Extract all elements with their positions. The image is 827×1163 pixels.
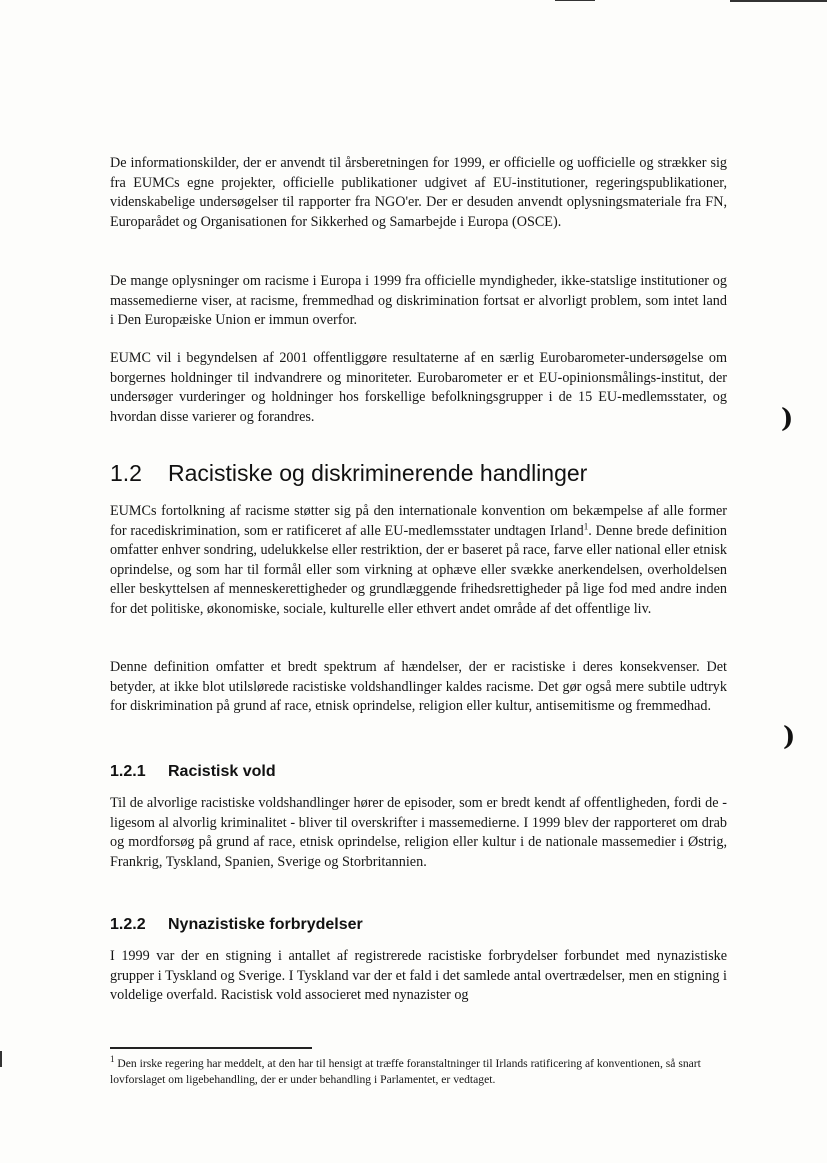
subsection-heading: [110, 914, 363, 936]
subsection-title: Nynazistiske forbrydelser: [168, 916, 363, 933]
subsection-heading: [110, 761, 276, 783]
intro-paragraph: De informationskilder, der er anvendt til årsberetningen for 1999, er officielle og uofficielle og strækker sig fra EUMCs egne projekter, officielle publikationer udgivet af EU-institutioner, regeringspublikationer, videnskabelige undersøgelser til rapporter fra NGO'er. Der er desuden anvendt oplysningsmateriale fra FN, Europarådet og Organisationen for Sikkerhed og Samarbejde i Europa (OSCE).: [110, 155, 727, 230]
footnote-text: Den irske regering har meddelt, at den har til hensigt at træffe foranstaltninger til Irlands ratificering af konventionen, så snart lovforslaget om ligebehandling, der er under behandling i Parlamentet, er vedtaget.: [110, 1057, 701, 1086]
subsection-number: 1.2.1: [110, 763, 146, 780]
section-paragraph: Denne definition omfatter et bredt spektrum af hændelser, der er racistiske i deres konsekvenser. Det betyder, at ikke blot utilslørede racistiske voldshandlinger kaldes racisme. Det gør også mere subtile udtryk for diskrimination på grund af race, etnisk oprindelse, religion eller kultur, antisemitisme og fremmedhad.: [110, 659, 727, 715]
intro-paragraph: EUMC vil i begyndelsen af 2001 offentliggøre resultaterne af en særlig Eurobarometer-undersøgelse om borgernes holdninger til indvandrere og minoriteter. Eurobarometer er et EU-opinionsmålings-institut, der undersøger vurderinger og holdninger hos forskellige befolkningsgrupper i de 15 EU-medlemsstater, og hvordan disse varierer og forandres.: [110, 350, 727, 425]
paragraph-text: . Denne brede definition omfatter enhver sondring, udelukkelse eller restriktion, der er baseret på race, farve eller national eller etnisk oprindelse, og som har til formål eller som virkning at ophæve eller svække anerkendelsen, overholdelsen eller beskyttelsen af menneskerettigheder og grundlæggende frihedsrettigheder på lige fod med andre inden for det politiske, økonomiske, sociale, kulturelle eller ethvert andet område af det offentlige liv.: [110, 522, 727, 617]
footnote-marker: 1: [110, 1054, 115, 1065]
section-paragraph: [110, 502, 727, 620]
scan-edge-line: [730, 0, 827, 2]
scan-edge-line: [555, 0, 595, 1]
footnote: [110, 1056, 720, 1088]
subsection-paragraph: I 1999 var der en stigning i antallet af registrerede racistiske forbrydelser forbundet med nynazistiske grupper i Tyskland og Sverige. I Tyskland var der et fald i det samlede antal overtrædelser, men en stigning i voldelige overfald. Racistisk vold associeret med nynazister og: [110, 948, 727, 1004]
section-heading: [110, 458, 587, 488]
intro-paragraph: De mange oplysninger om racisme i Europa i 1999 fra officielle myndigheder, ikke-statslige institutioner og massemedierne viser, at racisme, fremmedhad og diskrimination fortsat er alvorligt problem, som intet land i Den Europæiske Union er immun overfor.: [110, 273, 727, 329]
binder-hole-mark: ): [781, 404, 794, 434]
section-title: Racistiske og diskriminerende handlinger: [168, 460, 588, 486]
footnote-divider: [110, 1047, 312, 1049]
binder-hole-mark: ): [783, 722, 796, 752]
subsection-title: Racistisk vold: [168, 763, 276, 780]
footnote-reference[interactable]: 1: [583, 520, 589, 531]
subsection-paragraph: Til de alvorlige racistiske voldshandlinger hører de episoder, som er bredt kendt af offentligheden, fordi de - ligesom al alvorlig kriminalitet - bliver til overskrifter i massemedierne. I 1999 blev der rapporteret om drab og mordforsøg på grund af race, etnisk oprindelse, religion eller kultur i de nationale massemedier i Østrig, Frankrig, Tyskland, Spanien, Sverige og Storbritannien.: [110, 795, 727, 870]
scan-margin-mark: [0, 1051, 2, 1067]
section-number: 1.2: [110, 460, 142, 486]
paragraph-text: EUMCs fortolkning af racisme støtter sig på den internationale konvention om bekæmpelse af alle former for racediskrimination, som er ratificeret af alle EU-medlemsstater undtagen Irland: [110, 503, 727, 539]
subsection-number: 1.2.2: [110, 916, 146, 933]
